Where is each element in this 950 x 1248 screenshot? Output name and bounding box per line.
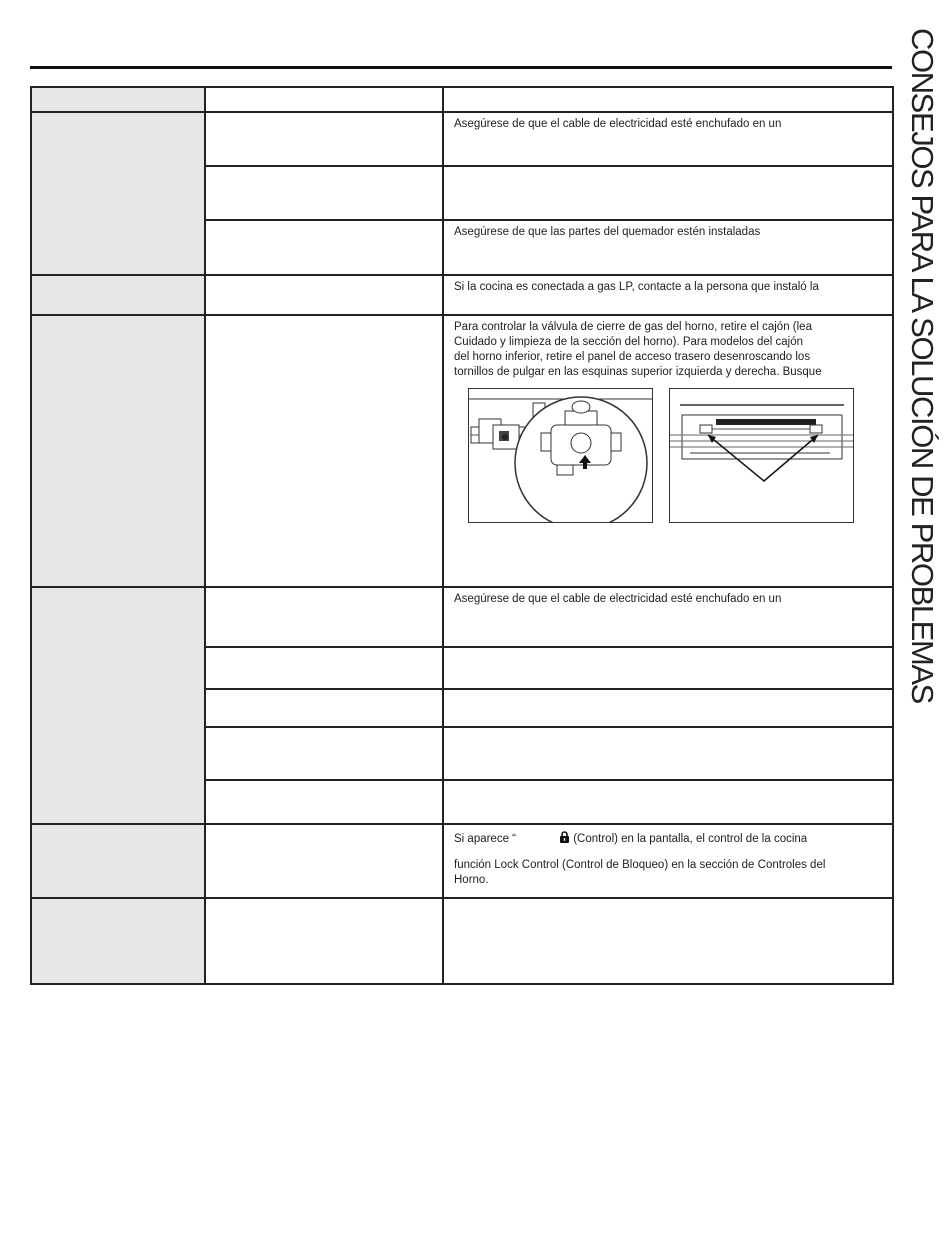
cause-cell xyxy=(205,824,443,898)
table-row xyxy=(31,898,893,984)
table-row xyxy=(31,824,893,898)
solution-text: Asegúrese de que las partes del quemador estén instaladas xyxy=(454,226,761,238)
solution-cell xyxy=(443,727,893,780)
solution-cell xyxy=(443,689,893,727)
solution-cell xyxy=(443,780,893,824)
solution-text: Cuidado y limpieza de la sección del horno). Para modelos del cajón xyxy=(454,336,804,348)
cause-cell xyxy=(205,112,443,166)
solution-cell xyxy=(443,824,893,898)
header-cause xyxy=(205,87,443,112)
solution-text: Si la cocina es conectada a gas LP, contacte a la persona que instaló la xyxy=(454,281,819,293)
troubleshooting-table xyxy=(30,86,894,985)
cause-cell xyxy=(205,275,443,315)
cause-cell xyxy=(205,166,443,220)
solution-cell xyxy=(443,275,893,315)
solution-text: tornillos de pulgar en las esquinas superior izquierda y derecha. Busque xyxy=(454,366,822,378)
solution-cell xyxy=(443,587,893,647)
cause-cell xyxy=(205,727,443,780)
cause-cell xyxy=(205,587,443,647)
solution-cell xyxy=(443,647,893,689)
cause-cell xyxy=(205,780,443,824)
table-header-row xyxy=(31,87,893,112)
problem-cell xyxy=(31,315,205,587)
illustrations xyxy=(444,384,892,524)
header-solution xyxy=(443,87,893,112)
solution-text: Para controlar la válvula de cierre de gas del horno, retire el cajón (lea xyxy=(454,321,812,333)
solution-cell xyxy=(443,166,893,220)
problem-cell xyxy=(31,112,205,275)
solution-cell xyxy=(443,220,893,275)
solution-cell xyxy=(443,315,893,587)
solution-text: Si aparece “ xyxy=(454,833,517,845)
problem-cell xyxy=(31,898,205,984)
problem-cell xyxy=(31,824,205,898)
solution-text: (Control) en la pantalla, el control de la cocina xyxy=(573,833,808,845)
solution-text: Horno. xyxy=(454,874,489,886)
solution-text: del horno inferior, retire el panel de acceso trasero desenroscando los xyxy=(454,351,811,363)
section-title: CONSEJOS PARA LA SOLUCIÓN DE PROBLEMAS xyxy=(905,28,940,703)
problem-cell xyxy=(31,275,205,315)
lock-icon xyxy=(516,831,570,847)
cause-cell xyxy=(205,898,443,984)
cause-cell xyxy=(205,689,443,727)
solution-cell xyxy=(443,112,893,166)
gas-valve-illustration xyxy=(468,388,653,523)
table-row xyxy=(31,275,893,315)
solution-text: función Lock Control (Control de Bloqueo) en la sección de Controles del xyxy=(454,859,826,871)
table-row xyxy=(31,315,893,587)
table-row xyxy=(31,587,893,647)
top-rule xyxy=(30,66,892,69)
header-problem xyxy=(31,87,205,112)
table-row xyxy=(31,112,893,166)
cause-cell xyxy=(205,315,443,587)
cause-cell xyxy=(205,647,443,689)
solution-cell xyxy=(443,898,893,984)
drawer-access-illustration xyxy=(669,388,854,523)
problem-cell xyxy=(31,587,205,824)
solution-text: Asegúrese de que el cable de electricidad esté enchufado en un xyxy=(454,593,782,605)
solution-text-line xyxy=(454,831,882,847)
solution-text: Asegúrese de que el cable de electricidad esté enchufado en un xyxy=(454,118,782,130)
cause-cell xyxy=(205,220,443,275)
